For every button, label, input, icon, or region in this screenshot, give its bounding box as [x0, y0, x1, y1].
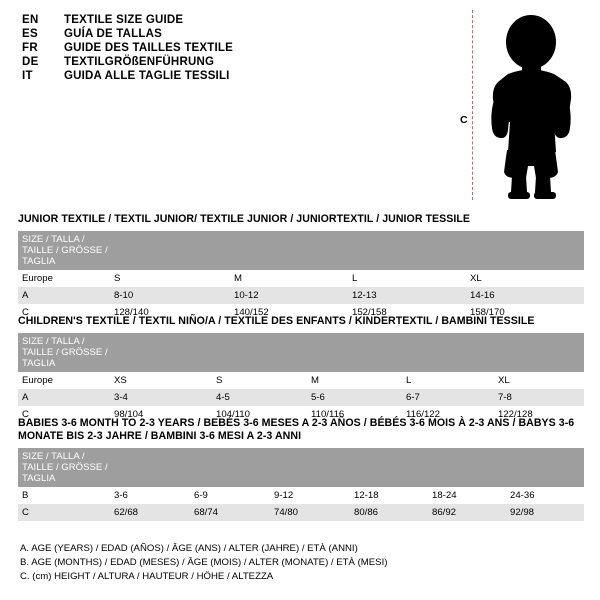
language-code: IT [22, 70, 33, 82]
section-junior [18, 213, 584, 321]
row-label: C [18, 406, 110, 423]
language-row-es [22, 28, 442, 40]
row-label: Europe [18, 372, 110, 389]
row-cell: 158/170 [466, 304, 584, 321]
row-cell: 3-6 [110, 487, 190, 504]
row-cell: XL [466, 270, 584, 287]
row-cell: 80/86 [350, 504, 428, 521]
table-header-cell [190, 448, 270, 487]
row-cell: 24-36 [506, 487, 584, 504]
table-row [18, 487, 584, 504]
table-header-cell: SIZE / TALLA / TAILLE / GRÖSSE / TAGLIA [18, 231, 110, 270]
row-cell: 12-13 [348, 287, 466, 304]
height-measure-line [472, 10, 473, 200]
row-cell: S [110, 270, 230, 287]
table-header-cell [270, 448, 350, 487]
legend-line-c: C. (cm) HEIGHT / ALTURA / HAUTEUR / HÖHE / ALTEZZA [20, 571, 274, 582]
language-code: ES [22, 28, 38, 40]
language-row-fr [22, 42, 442, 54]
section-title: JUNIOR TEXTILE / TEXTIL JUNIOR/ TEXTILE JUNIOR / JUNIORTEXTIL / JUNIOR TESSILE [18, 213, 471, 225]
row-cell: 92/98 [506, 504, 584, 521]
table-header-row [18, 231, 584, 270]
child-figure [448, 8, 588, 203]
row-cell: 12-18 [350, 487, 428, 504]
table-row [18, 389, 584, 406]
language-title: GUIDE DES TAILLES TEXTILE [64, 42, 233, 54]
row-cell: 62/68 [110, 504, 190, 521]
row-cell: 9-12 [270, 487, 350, 504]
section-children [18, 315, 584, 423]
row-label: A [18, 287, 110, 304]
row-cell: M [307, 372, 402, 389]
row-cell: 86/92 [428, 504, 506, 521]
section-title: CHILDREN'S TEXTILE / TEXTIL NIÑO/A / TEXTILE DES ENFANTS / KINDERTEXTIL / BAMBINI TESSILE [18, 315, 535, 327]
legend-line-a: A. AGE (YEARS) / EDAD (AÑOS) / ÂGE (ANS) / ALTER (JAHRE) / ETÀ (ANNI) [20, 543, 358, 554]
row-cell: 7-8 [494, 389, 584, 406]
language-title: TEXTILE SIZE GUIDE [64, 14, 184, 26]
table-row [18, 372, 584, 389]
table-header-cell [494, 333, 584, 372]
row-cell: 68/74 [190, 504, 270, 521]
language-row-de [22, 56, 442, 68]
row-cell: 128/140 [110, 304, 230, 321]
row-cell: 6-7 [402, 389, 494, 406]
legend-line-b: B. AGE (MONTHS) / EDAD (MESES) / ÂGE (MOIS) / ALTER (MONATE) / ETÀ (MESI) [20, 557, 388, 568]
table-header-cell [212, 333, 307, 372]
table-header-cell [110, 448, 190, 487]
table-header-cell: SIZE / TALLA / TAILLE / GRÖSSE / TAGLIA [18, 333, 110, 372]
row-cell: 98/104 [110, 406, 212, 423]
row-cell: XS [110, 372, 212, 389]
table-header-cell [506, 448, 584, 487]
row-cell: S [212, 372, 307, 389]
table-row [18, 270, 584, 287]
language-code: DE [22, 56, 39, 68]
row-cell: 14-16 [466, 287, 584, 304]
language-code: EN [22, 14, 39, 26]
table-header-cell [307, 333, 402, 372]
children-size-table [18, 333, 584, 423]
row-cell: 6-9 [190, 487, 270, 504]
babies-size-table [18, 448, 584, 521]
language-title: GUÍA DE TALLAS [64, 28, 162, 40]
row-cell: XL [494, 372, 584, 389]
legend [20, 542, 580, 584]
row-cell: M [230, 270, 348, 287]
section-babies [18, 417, 584, 521]
row-cell: 4-5 [212, 389, 307, 406]
language-header [22, 14, 442, 84]
row-cell: 110/116 [307, 406, 402, 423]
table-header-cell [350, 448, 428, 487]
language-title: GUIDA ALLE TAGLIE TESSILI [64, 70, 230, 82]
row-cell: 5-6 [307, 389, 402, 406]
table-row [18, 287, 584, 304]
language-row-it [22, 70, 442, 82]
child-silhouette-icon [478, 12, 588, 202]
row-cell: 104/110 [212, 406, 307, 423]
row-label: A [18, 389, 110, 406]
table-header-cell [466, 231, 584, 270]
row-cell: L [402, 372, 494, 389]
section-title: BABIES 3-6 MONTH TO 2-3 YEARS / BEBÉS 3-6 MESES A 2-3 AÑOS / BÉBÉS 3-6 MOIS À 2-3 ANS / BABYS 3-6 MONATE BIS 2-3 JAHRE / BAMBINI 3-6 MESI A 2-3 ANNI [18, 417, 575, 442]
row-cell: 3-4 [110, 389, 212, 406]
table-row [18, 504, 584, 521]
row-cell: 116/122 [402, 406, 494, 423]
table-header-row [18, 333, 584, 372]
row-cell: 18-24 [428, 487, 506, 504]
row-cell: 140/152 [230, 304, 348, 321]
row-cell: 74/80 [270, 504, 350, 521]
row-label: Europe [18, 270, 110, 287]
row-cell: L [348, 270, 466, 287]
table-header-cell [402, 333, 494, 372]
row-cell: 152/158 [348, 304, 466, 321]
row-cell: 8-10 [110, 287, 230, 304]
row-cell: 10-12 [230, 287, 348, 304]
language-row-en [22, 14, 442, 26]
row-label: C [18, 304, 110, 321]
table-header-cell [348, 231, 466, 270]
table-header-cell [110, 333, 212, 372]
row-label: B [18, 487, 110, 504]
table-header-cell [230, 231, 348, 270]
language-title: TEXTILGRÖßENFÜHRUNG [64, 56, 215, 68]
table-header-cell: SIZE / TALLA / TAILLE / GRÖSSE / TAGLIA [18, 448, 110, 487]
table-header-cell [110, 231, 230, 270]
row-label: C [18, 504, 110, 521]
table-header-row [18, 448, 584, 487]
junior-size-table [18, 231, 584, 321]
row-cell: 122/128 [494, 406, 584, 423]
height-measure-label: C [460, 114, 468, 126]
language-code: FR [22, 42, 38, 54]
table-header-cell [428, 448, 506, 487]
